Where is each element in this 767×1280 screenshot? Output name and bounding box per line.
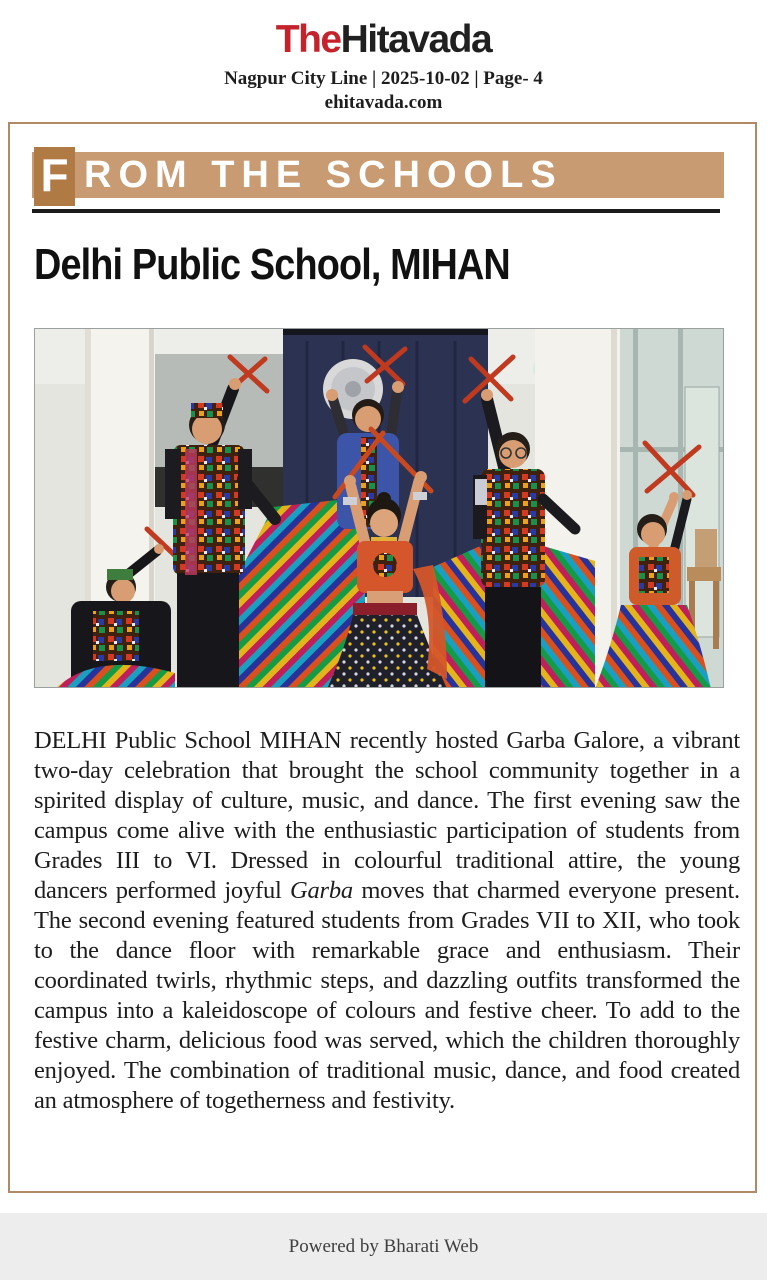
section-banner [32,149,724,201]
masthead-logo-the: The [275,18,341,61]
article-body [34,726,740,1116]
garba-dancers-photo-illustration [35,329,724,688]
article-body-italic-garba: Garba [290,877,353,904]
website-link[interactable]: ehitavada.com [324,92,443,113]
masthead-logo-hitavada: Hitavada [340,18,492,61]
article-headline: Delhi Public School, MIHAN [34,240,510,289]
article-frame [8,122,757,1193]
section-banner-title: ROM THE SCHOOLS [84,154,563,196]
article-body-part2: moves that charmed everyone present. The second evening featured students from Grades VII to XII, who took to the dance floor with remarkable grace and enthusiasm. Their coordinated twirls, rhythmic steps, and dazzling outfits transformed the campus into a kaleidoscope of colours and festive cheer. To add to the festive charm, delicious food was served, which the children thoroughly enjoyed. The combination of traditional music, dance, and food created an atmosphere of togetherness and festivity. [34,877,740,1114]
garba-dancers-photo [34,328,724,688]
section-banner-dropcap: F [34,147,75,206]
footer-credit-text: Powered by Bharati Web [288,1236,479,1257]
masthead-logo [0,18,767,62]
edition-line: Nagpur City Line | 2025-10-02 | Page- 4 [224,68,543,89]
banner-underline-rule [32,209,720,213]
article-body-part1: DELHI Public School MIHAN recently hosted Garba Galore, a vibrant two-day celebration that brought the school community together in a spirited display of culture, music, and dance. The first evening saw the campus come alive with the enthusiastic participation of students from Grades III to VI. Dressed in colourful traditional attire, the young dancers performed joyful [34,727,740,904]
footer-credit-bar [0,1213,767,1280]
